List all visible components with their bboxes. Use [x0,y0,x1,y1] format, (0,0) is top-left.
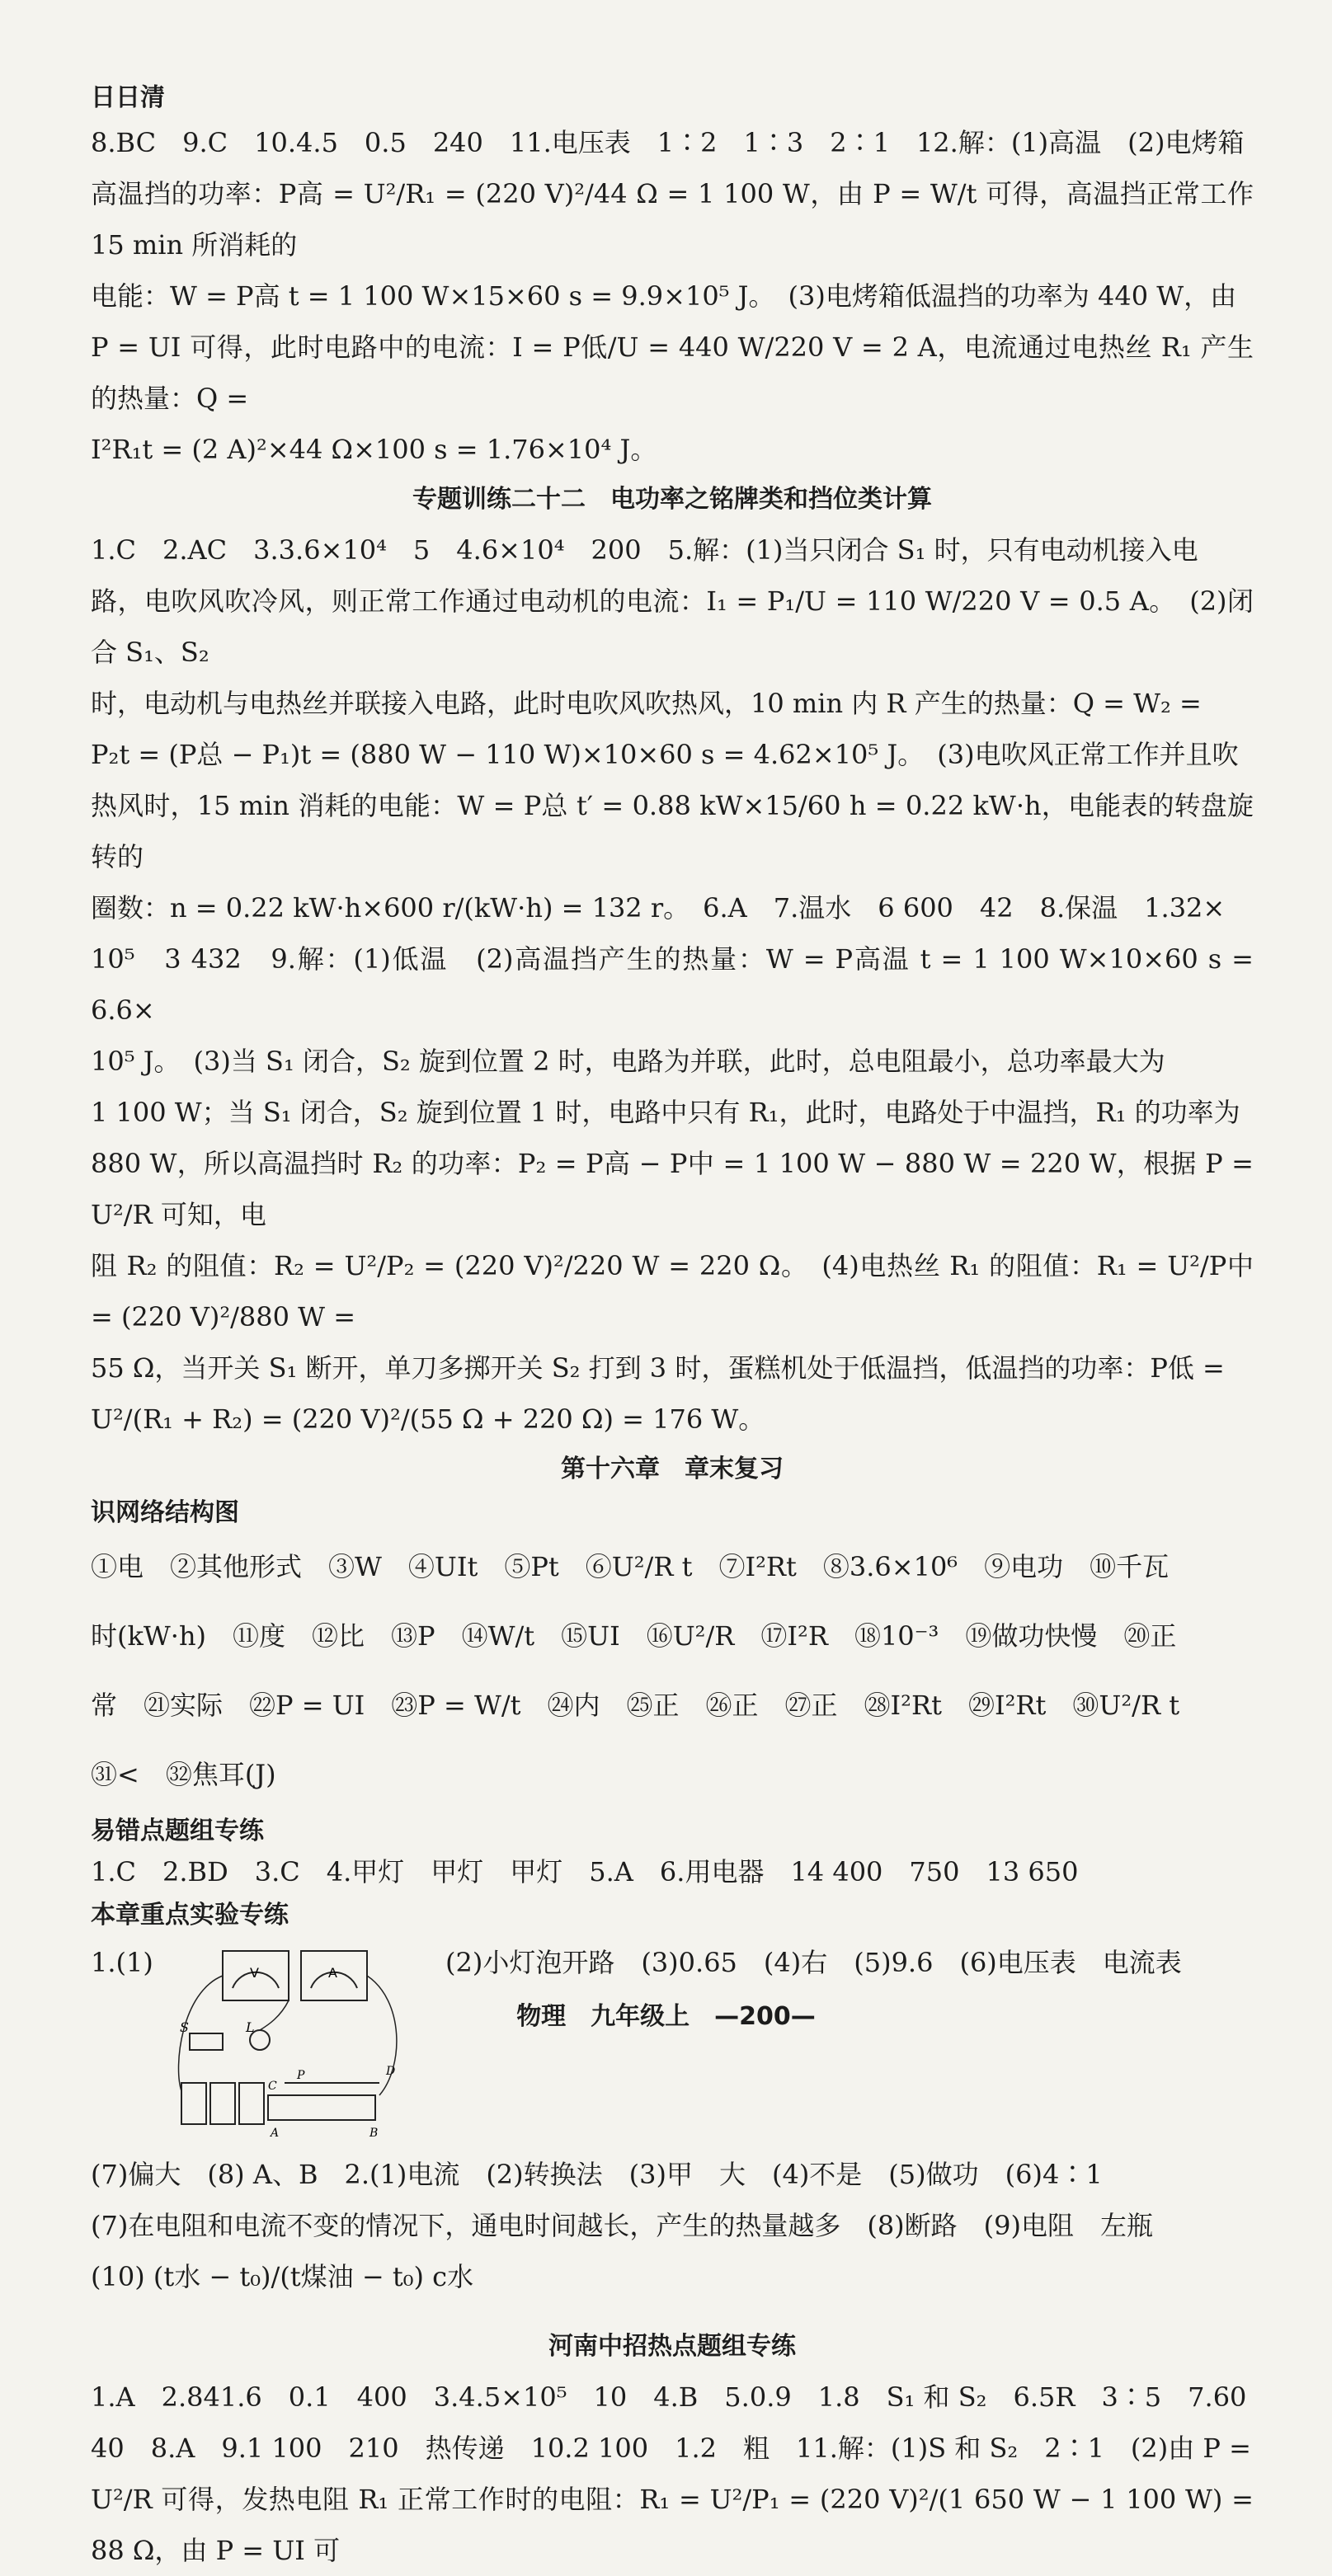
answer-line: (7)偏大 (8) A、B 2.(1)电流 (2)转换法 (3)甲 大 (4)不是 (5)做功 (6)4∶1 [91,2159,1103,2190]
network-line: ①电 ②其他形式 ③W ④UIt ⑤Pt ⑥U²/R t ⑦I²Rt ⑧3.6×10⁶ ⑨电功 ⑩千瓦 [91,1551,1170,1582]
network-answers [91,1532,1254,1809]
answer-line: 40 8.A 9.1 100 210 热传递 10.2 100 1.2 粗 11.解：(1)S 和 S₂ 2∶1 (2)由 P = [91,2433,1251,2464]
answer-line: 阻 R₂ 的阻值：R₂ = U²/P₂ = (220 V)²/220 W = 220 Ω。 (4)电热丝 R₁ 的阻值：R₁ = U²/P中 = (220 V)²/880 W = [91,1250,1254,1333]
switch-label: S [180,2019,189,2035]
network-line: 时(kW·h) ⑪度 ⑫比 ⑬P ⑭W/t ⑮UI ⑯U²/R ⑰I²R ⑱10⁻³ ⑲做功快慢 ⑳正 [91,1620,1177,1652]
answer-line: 热风时，15 min 消耗的电能：W = P总 t′ = 0.88 kW×15/60 h = 0.22 kW·h，电能表的转盘旋转的 [91,790,1254,872]
exp-label: 本章重点实验专练 [91,1901,289,1930]
label-p: P [297,2069,305,2082]
rheostat [268,2095,375,2120]
error-label: 易错点题组专练 [91,1817,264,1845]
network-line: ㉛< ㉜焦耳(J) [91,1759,276,1790]
network-label: 识网络结构图 [91,1498,239,1527]
label-d: D [386,2065,396,2078]
chapter16-title: 第十六章 章末复习 [561,1455,784,1483]
answer-line: 880 W，所以高温挡时 R₂ 的功率：P₂ = P高 − P中 = 1 100 W − 880 W = 220 W，根据 P = U²/R 可知，电 [91,1148,1254,1230]
answer-line: 55 Ω，当开关 S₁ 断开，单刀多掷开关 S₂ 打到 3 时，蛋糕机处于低温挡，低温挡的功率：P低 = [91,1352,1225,1384]
answer-line: 1.C 2.AC 3.3.6×10⁴ 5 4.6×10⁴ 200 5.解：(1)当只闭合 S₁ 时，只有电动机接入电 [91,534,1198,566]
riqing-answers [91,117,1254,475]
label-a: A [271,2127,280,2140]
answer-line: 圈数：n = 0.22 kW·h×600 r/(kW·h) = 132 r。 6.A 7.温水 6 600 42 8.保温 1.32× [91,892,1226,924]
answer-line: 高温挡的功率：P高 = U²/R₁ = (220 V)²/44 Ω = 1 100 W，由 P = W/t 可得，高温挡正常工作 15 min 所消耗的 [91,178,1254,261]
error-answers: 1.C 2.BD 3.C 4.甲灯 甲灯 甲灯 5.A 6.用电器 14 400 750 13 650 [91,1856,1079,1887]
label-c: C [268,2080,277,2093]
answer-line: P₂t = (P总 − P₁)t = (880 W − 110 W)×10×60 s = 4.62×10⁵ J。 (3)电吹风正常工作并且吹 [91,739,1239,770]
topic22-answers [91,524,1254,1445]
answer-line: (7)在电阻和电流不变的情况下，通电时间越长，产生的热量越多 (8)断路 (9)电阻 左瓶 [91,2210,1153,2241]
network-line: 常 ㉑实际 ㉒P = UI ㉓P = W/t ㉔内 ㉕正 ㉖正 ㉗正 ㉘I²Rt ㉙I²Rt ㉚U²/R t [91,1690,1180,1721]
label-b: B [369,2127,379,2140]
henan-title: 河南中招热点题组专练 [548,2332,796,2361]
answer-line: P = UI 可得，此时电路中的电流：I = P低/U = 440 W/220 V = 2 A，电流通过电热丝 R₁ 产生的热量：Q = [91,331,1254,414]
voltmeter-label: V [250,1965,259,1981]
topic22-title: 专题训练二十二 电功率之铭牌类和挡位类计算 [412,485,932,514]
exp-answers [91,2149,1254,2302]
answer-line: 路，电吹风吹冷风，则正常工作通过电动机的电流：I₁ = P₁/U = 110 W/220 V = 0.5 A。 (2)闭合 S₁、S₂ [91,585,1254,668]
answer-line: U²/R 可得，发热电阻 R₁ 正常工作时的电阻：R₁ = U²/P₁ = (220 V)²/(1 650 W − 1 100 W) = 88 Ω，由 P = UI 可 [91,2484,1254,2566]
answer-line: 电能：W = P高 t = 1 100 W×15×60 s = 9.9×10⁵ J。 (3)电烤箱低温挡的功率为 440 W，由 [91,280,1237,312]
exp-inline-answers: (2)小灯泡开路 (3)0.65 (4)右 (5)9.6 (6)电压表 电流表 [445,1947,1182,1978]
henan-answers [91,2372,1254,2576]
circuit-diagram [165,1943,429,2149]
section-label-riqing: 日日清 [91,83,165,112]
experiment-row [91,1939,1254,2149]
answer-line: I²R₁t = (2 A)²×44 Ω×100 s = 1.76×10⁴ J。 [91,434,657,465]
answer-line: 10⁵ 3 432 9.解：(1)低温 (2)高温挡产生的热量：W = P高温 t = 1 100 W×10×60 s = 6.6× [91,943,1254,1026]
answer-line: U²/(R₁ + R₂) = (220 V)²/(55 Ω + 220 Ω) = 176 W。 [91,1403,765,1435]
answer-line: 10⁵ J。 (3)当 S₁ 闭合，S₂ 旋到位置 2 时，电路为并联，此时，总电阻最小，总功率最大为 [91,1046,1165,1077]
battery [239,2083,264,2124]
answer-line: (10) (t水 − t₀)/(t煤油 − t₀) c水 [91,2261,474,2292]
battery [181,2083,206,2124]
ammeter-label: A [328,1965,337,1981]
answer-line: 1.A 2.841.6 0.1 400 3.4.5×10⁵ 10 4.B 5.0.9 1.8 S₁ 和 S₂ 6.5R 3∶5 7.60 [91,2381,1247,2413]
page-footer: 物理 九年级上 —200— [516,2002,816,2031]
answer-line: 8.BC 9.C 10.4.5 0.5 240 11.电压表 1∶2 1∶3 2∶1 12.解：(1)高温 (2)电烤箱 [91,127,1245,158]
battery [210,2083,235,2124]
lamp-label: L [246,2019,255,2035]
content [91,76,1254,2576]
switch [190,2033,223,2050]
answer-line: 时，电动机与电热丝并联接入电路，此时电吹风吹热风，10 min 内 R 产生的热量：Q = W₂ = [91,688,1202,719]
answer-line: 1 100 W；当 S₁ 闭合，S₂ 旋到位置 1 时，电路中只有 R₁，此时，电路处于中温挡，R₁ 的功率为 [91,1097,1240,1128]
exp-number: 1.(1) [91,1947,153,1978]
